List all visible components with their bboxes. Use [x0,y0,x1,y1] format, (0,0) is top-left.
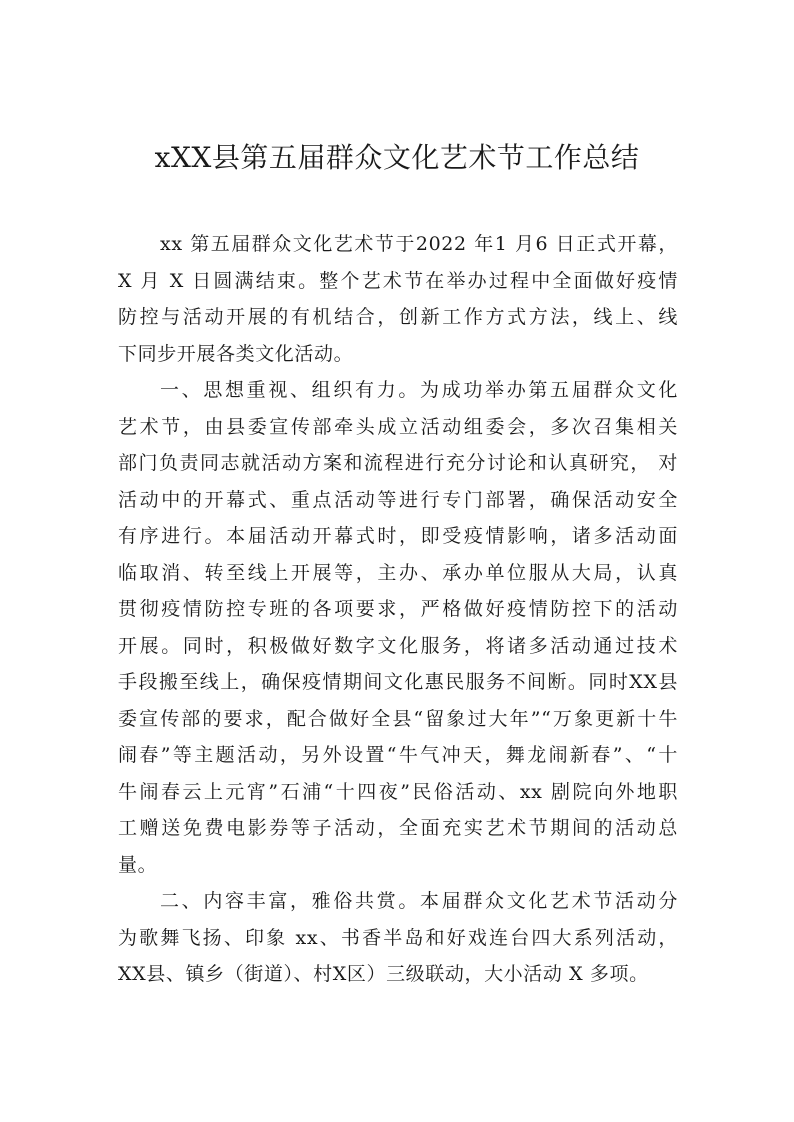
paragraph-2-line-10: 委宣传部的要求，配合做好全县“留象过大年”“万象更新十牛 [118,707,678,730]
paragraph-2-line-4: 活动中的开幕式、重点活动等进行专门部署，确保活动安全 [118,488,678,511]
paragraph-2-line-9: 手段搬至线上，确保疫情期间文化惠民服务不间断。同时XX县 [118,671,678,693]
paragraph-3-line-1: 二、内容丰富，雅俗共赏。本届群众文化艺术节活动分 [160,890,678,912]
paragraph-2-line-12: 牛闹春云上元宵”石浦“十四夜”民俗活动、xx 剧院向外地职 [118,780,678,803]
paragraph-2-line-14: 量。 [118,853,158,876]
paragraph-1-line-3: 防控与活动开展的有机结合，创新工作方式方法，线上、线 [118,306,678,328]
paragraph-1-line-2: X 月 X 日圆满结束。整个艺术节在举办过程中全面做好疫情 [118,269,678,292]
paragraph-2-line-6: 临取消、转至线上开展等，主办、承办单位服从大局，认真 [118,561,678,584]
paragraph-1-line-4: 下同步开展各类文化活动。 [118,342,354,365]
paragraph-3-line-2: 为歌舞飞扬、印象 xx、书香半岛和好戏连台四大系列活动， [118,926,678,949]
paragraph-2-line-11: 闹春”等主题活动，另外设置“牛气冲天，舞龙闹新春”、“十 [118,744,678,766]
paragraph-2-line-13: 工赠送免费电影券等子活动，全面充实艺术节期间的活动总 [118,817,678,839]
paragraph-2-line-7: 贯彻疫情防控专班的各项要求，严格做好疫情防控下的活动 [118,598,678,620]
document-title: xXX县第五届群众文化艺术节工作总结 [154,141,640,174]
document-body [118,226,678,993]
paragraph-2-line-3: 部门负责同志就活动方案和流程进行充分讨论和认真研究， 对 [118,452,678,474]
paragraph-2-line-2: 艺术节，由县委宣传部牵头成立活动组委会，多次召集相关 [118,415,678,438]
paragraph-2-line-5: 有序进行。本届活动开幕式时，即受疫情影响，诸多活动面 [118,525,678,547]
paragraph-3-line-3: XX县、镇乡（街道）、村X区）三级联动，大小活动 X 多项。 [118,963,649,985]
paragraph-1-line-1: xx 第五届群众文化艺术节于2022 年1 月6 日正式开幕， [160,233,678,255]
paragraph-2-line-1: 一、思想重视、组织有力。为成功举办第五届群众文化 [160,379,678,401]
paragraph-2-line-8: 开展。同时，积极做好数字文化服务，将诸多活动通过技术 [118,634,678,657]
